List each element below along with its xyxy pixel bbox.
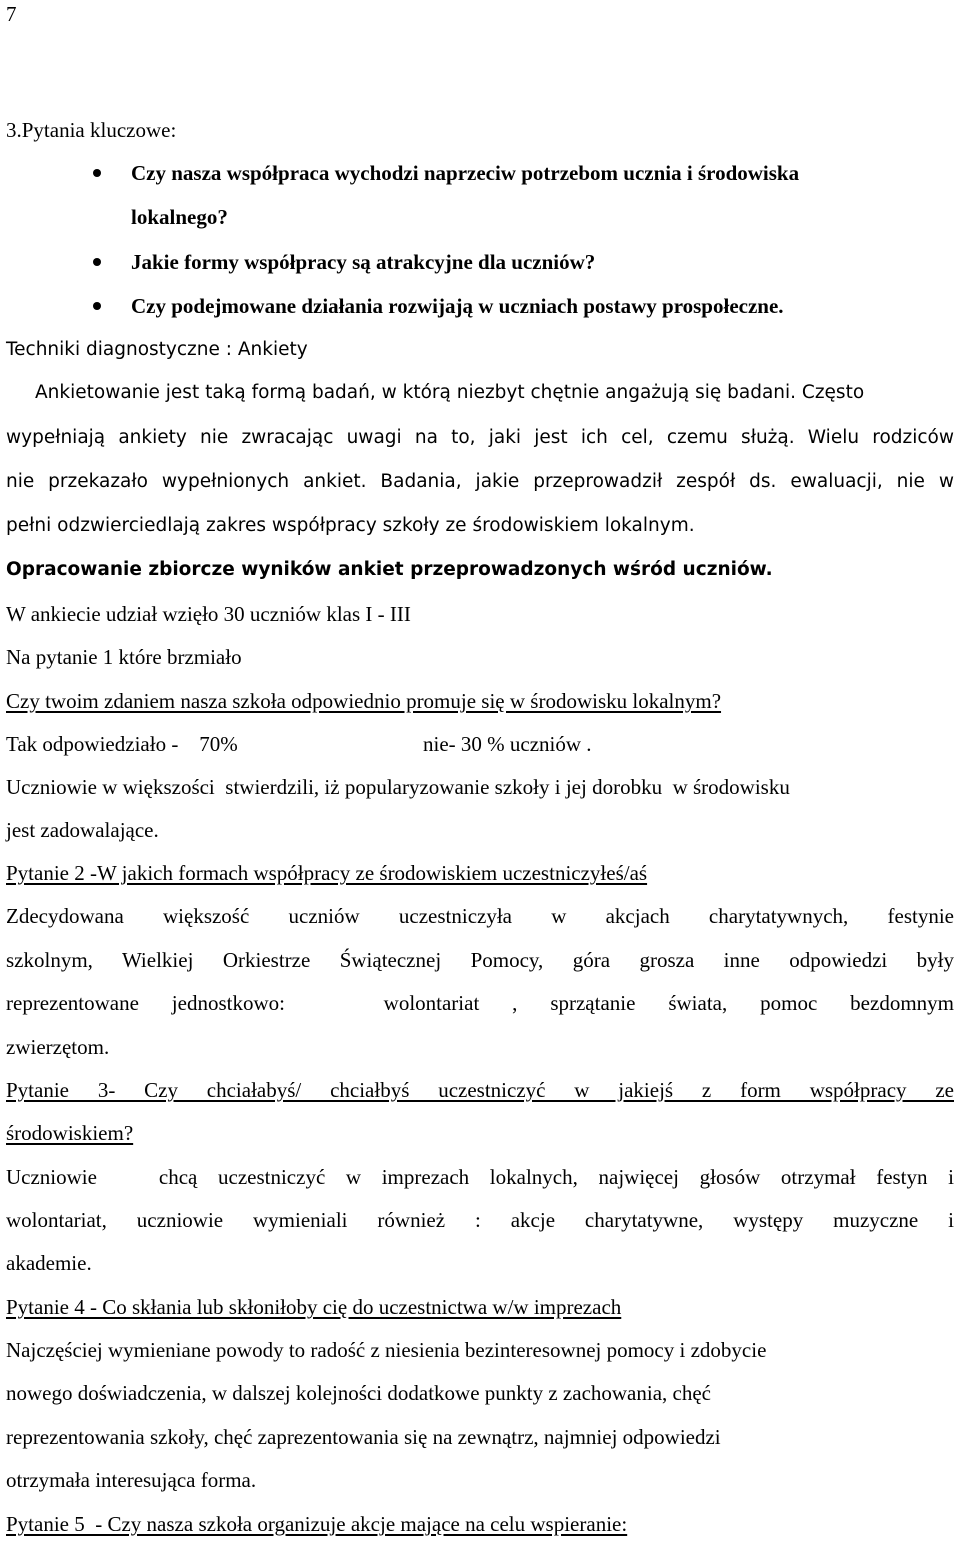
participants-line: W ankiecie udział wzięło 30 uczniów klas I - III xyxy=(6,602,411,626)
question-5-text: Pytanie 5 - Czy nasza szkoła organizuje akcje mające na celu wspieranie: xyxy=(6,1512,628,1536)
question-3-text-line: środowiskiem? xyxy=(6,1121,134,1145)
bullet-icon xyxy=(93,258,101,266)
question-2-answer-line: zwierzętom. xyxy=(6,1035,110,1059)
question-1-summary-line: Uczniowie w większości stwierdzili, iż popularyzowanie szkoły i jej dorobku w środowisku xyxy=(6,775,790,799)
question-1-answer-yes: Tak odpowiedziało - 70% xyxy=(6,732,238,756)
question-3-answer-line: Uczniowie chcą uczestniczyć w imprezach lokalnych, najwięcej głosów otrzymał festyn i xyxy=(6,1165,954,1189)
question-2-answer-line: szkolnym, Wielkiej Orkiestrze Świątecznej Pomocy, góra grosza inne odpowiedzi były xyxy=(6,948,954,972)
survey-paragraph-line: pełni odzwierciedlają zakres współpracy szkoły ze środowiskiem lokalnym. xyxy=(6,515,695,536)
question-2-text: Pytanie 2 -W jakich formach współpracy ze środowiskiem uczestniczyłeś/aś xyxy=(6,861,648,885)
results-heading: Opracowanie zbiorcze wyników ankiet przeprowadzonych wśród uczniów. xyxy=(6,559,773,580)
bullet-icon xyxy=(93,302,101,310)
question-4-answer-line: reprezentowania szkoły, chęć zaprezentowania się na zewnątrz, najmniej odpowiedzi xyxy=(6,1425,721,1449)
question-4-answer-line: Najczęściej wymieniane powody to radość z niesienia bezinteresownej pomocy i zdobycie xyxy=(6,1338,767,1362)
question-2-answer-line: Zdecydowana większość uczniów uczestniczyła w akcjach charytatywnych, festynie xyxy=(6,904,954,928)
section-heading: 3.Pytania kluczowe: xyxy=(6,118,177,142)
bullet-icon xyxy=(93,169,101,177)
question-4-answer-line: otrzymała interesująca forma. xyxy=(6,1468,257,1492)
question-1-answer-no: nie- 30 % uczniów . xyxy=(423,732,592,756)
question-1-text: Czy twoim zdaniem nasza szkoła odpowiednio promuje się w środowisku lokalnym? xyxy=(6,689,722,713)
techniques-line: Techniki diagnostyczne : Ankiety xyxy=(6,339,308,360)
question-1-intro: Na pytanie 1 które brzmiało xyxy=(6,645,242,669)
question-4-answer-line: nowego doświadczenia, w dalszej kolejności dodatkowe punkty z zachowania, chęć xyxy=(6,1381,711,1405)
page-number: 7 xyxy=(6,2,17,26)
question-3-text-line: Pytanie 3- Czy chciałabyś/ chciałbyś uczestniczyć w jakiejś z form współpracy ze xyxy=(6,1078,954,1102)
question-1-summary-line: jest zadowalające. xyxy=(6,818,159,842)
question-3-answer-line: wolontariat, uczniowie wymieniali również : akcje charytatywne, występy muzyczne i xyxy=(6,1208,954,1232)
question-4-text: Pytanie 4 - Co skłania lub skłoniłoby cię do uczestnictwa w/w imprezach xyxy=(6,1295,622,1319)
question-2-answer-line: reprezentowane jednostkowo: wolontariat , sprzątanie świata, pomoc bezdomnym xyxy=(6,991,954,1015)
key-question-3: Czy podejmowane działania rozwijają w uczniach postawy prospołeczne. xyxy=(131,294,784,318)
survey-paragraph-line: wypełniają ankiety nie zwracając uwagi na to, jaki jest ich cel, czemu służą. Wielu rodziców xyxy=(6,427,954,448)
key-question-2: Jakie formy współpracy są atrakcyjne dla uczniów? xyxy=(131,250,596,274)
survey-paragraph-line: nie przekazało wypełnionych ankiet. Badania, jakie przeprowadził zespół ds. ewaluacji, nie w xyxy=(6,471,954,492)
survey-paragraph-line: Ankietowanie jest taką formą badań, w którą niezbyt chętnie angażują się badani. Często xyxy=(35,382,865,403)
key-question-1-continued: lokalnego? xyxy=(131,205,228,229)
question-3-answer-line: akademie. xyxy=(6,1251,92,1275)
key-question-1: Czy nasza współpraca wychodzi naprzeciw potrzebom ucznia i środowiska xyxy=(131,161,800,185)
